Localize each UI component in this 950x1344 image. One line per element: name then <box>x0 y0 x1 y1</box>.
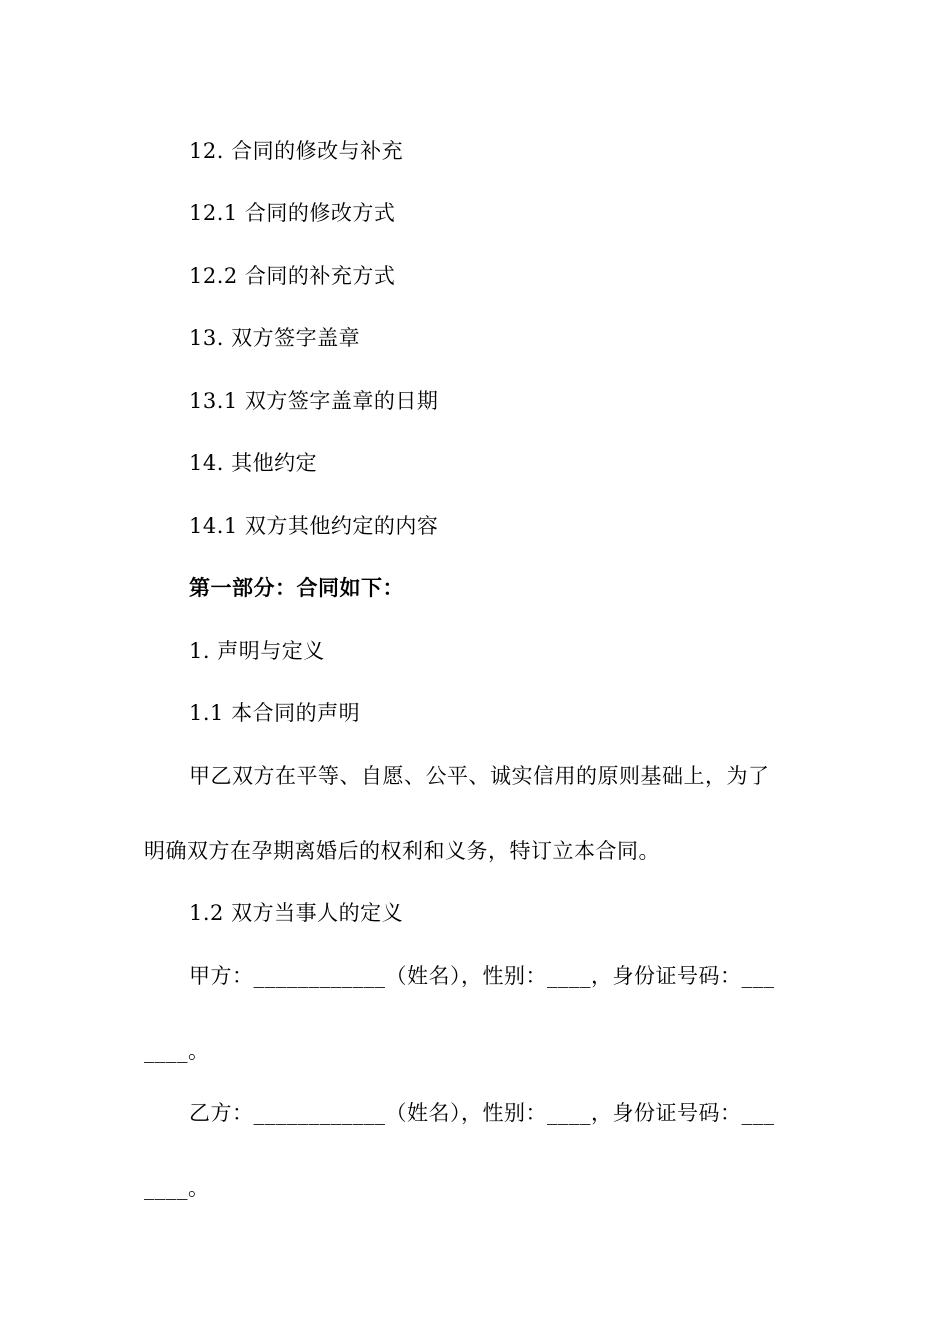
heading-12: 12. 合同的修改与补充 <box>189 139 404 163</box>
party-b-line: 乙方：____________（姓名），性别：____，身份证号码：___ <box>189 1101 775 1125</box>
heading-1: 1. 声明与定义 <box>189 639 325 663</box>
paragraph-line: 明确双方在孕期离婚后的权利和义务，特订立本合同。 <box>144 839 660 863</box>
party-b-line-end: ____。 <box>144 1176 210 1200</box>
heading-13-1: 13.1 双方签字盖章的日期 <box>189 389 439 413</box>
party-a-line: 甲方：____________（姓名），性别：____，身份证号码：___ <box>189 964 775 988</box>
section-title: 第一部分：合同如下： <box>189 575 404 600</box>
heading-1-2: 1.2 双方当事人的定义 <box>189 901 404 925</box>
heading-12-2: 12.2 合同的补充方式 <box>189 264 396 288</box>
heading-12-1: 12.1 合同的修改方式 <box>189 201 396 225</box>
party-a-line-end: ____。 <box>144 1039 210 1063</box>
heading-13: 13. 双方签字盖章 <box>189 326 361 350</box>
heading-14-1: 14.1 双方其他约定的内容 <box>189 514 439 538</box>
heading-1-1: 1.1 本合同的声明 <box>189 701 361 725</box>
heading-14: 14. 其他约定 <box>189 451 318 475</box>
paragraph-line: 甲乙双方在平等、自愿、公平、诚实信用的原则基础上，为了 <box>189 764 770 788</box>
